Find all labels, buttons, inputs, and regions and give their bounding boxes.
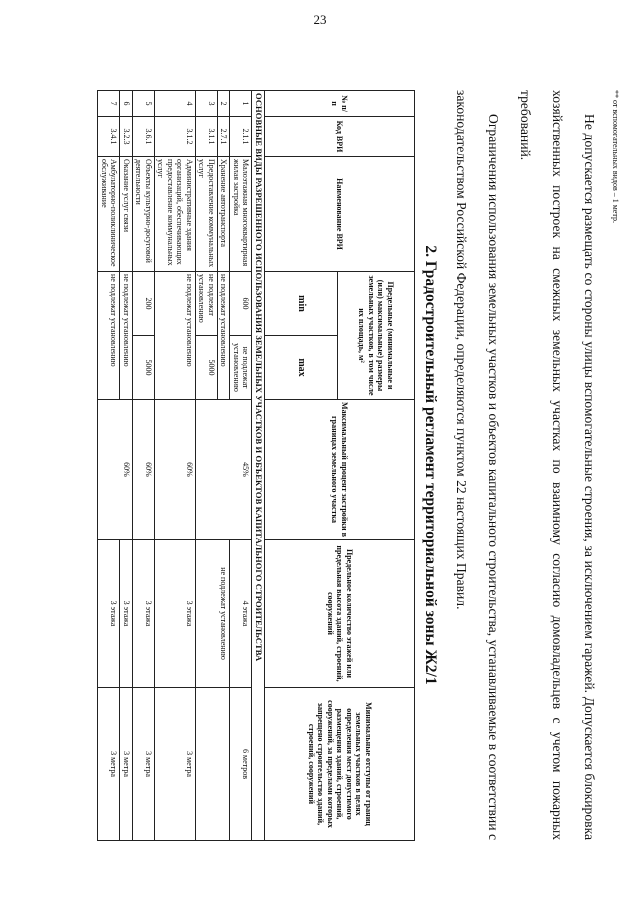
cell-code: 3.1.1	[196, 117, 218, 157]
cell-num: 5	[133, 91, 155, 117]
table-row	[133, 91, 155, 841]
cell-code: 3.2.3	[120, 117, 133, 157]
cell-percent: 60%	[98, 400, 133, 540]
rotated-page-body	[0, 50, 640, 870]
cell-setback: 3 метра	[120, 688, 133, 841]
cell-code: 3.1.2	[155, 117, 196, 157]
cell-num: 1	[230, 91, 252, 117]
cell-sizes-not-set: не подлежат установлению	[98, 272, 120, 400]
cell-name: Предоставление коммунальных услуг	[196, 157, 218, 272]
cell-setback: 6 метров	[230, 688, 252, 841]
header-max: max	[265, 336, 338, 400]
cell-floors: 3 этажа	[133, 540, 155, 688]
cell-name: Оказание услуг связи	[120, 157, 133, 272]
table-row	[230, 91, 252, 841]
cell-min: 600	[230, 272, 252, 336]
cell-sizes-not-set: не подлежат установлению	[155, 272, 196, 400]
header-floors: Предельное количество этажей или предельная высота зданий, строений, сооружений	[265, 540, 415, 688]
cell-min: не подлежат установлению	[196, 272, 218, 336]
cell-max: 5000	[196, 336, 218, 400]
cell-percent: 60%	[155, 400, 196, 540]
cell-max: не подлежат установлению	[230, 336, 252, 400]
cell-name: Амбулаторно-поликлиническое обслуживание	[98, 157, 120, 272]
cell-name: Хранение автотранспорта	[218, 157, 231, 272]
cell-num: 6	[120, 91, 133, 117]
header-code: Код ВРИ	[265, 117, 415, 157]
cell-min: 200	[133, 272, 155, 336]
cell-setback: 3 метра	[98, 688, 120, 841]
cell-floors: 3 этажа	[98, 540, 120, 688]
section-title: 2. Градостроительный регламент территориальной зоны Ж2/1	[422, 245, 439, 685]
cell-code: 2.7.1	[218, 117, 231, 157]
cell-percent: 45%	[196, 400, 253, 540]
cell-sizes-not-set: не подлежат установлению	[218, 272, 231, 400]
paragraph-restrictions: Ограничения использования земельных участков и объектов капитального строительства, устанавливаемые в соответствии с законодательством Российской Федерации, определяются пунктом 22 настоящих Правил.	[454, 90, 501, 840]
cell-floors-not-set: не подлежат установлению	[196, 540, 231, 688]
header-sizes: Предельные (минимальные и (или) максимальные) размеры земельных участков, в том числе их площадь, м²	[338, 272, 415, 400]
cell-num: 2	[218, 91, 231, 117]
group-title: ОСНОВНЫЕ ВИДЫ РАЗРЕШЕННОГО ИСПОЛЬЗОВАНИЯ ЗЕМЕЛЬНЫХ УЧАСТКОВ И ОБЪЕКТОВ КАПИТАЛЬНОГО СТРОИТЕЛЬСТВА	[252, 91, 265, 841]
table-group-row	[252, 91, 265, 841]
cell-floors: 3 этажа	[155, 540, 196, 688]
paragraph-garages: Не допускается размещать со стороны улицы вспомогательные строения, за исключением гаражей. Допускается блокировка хозяйственных построек на смежных земельных участках по взаимному согласию домовладельцев с учетом пожарных требований.	[518, 90, 597, 840]
header-min: min	[265, 272, 338, 336]
cell-max: 5000	[133, 336, 155, 400]
header-percent: Максимальный процент застройки в границах земельного участка	[265, 400, 415, 540]
cell-floors: 3 этажа	[120, 540, 133, 688]
regulation-table	[98, 90, 416, 841]
table-row	[155, 91, 196, 841]
cell-num: 7	[98, 91, 120, 117]
cell-percent: 60%	[133, 400, 155, 540]
footnote: ** от вспомогательных видов – 1 метр.	[611, 90, 620, 223]
cell-sizes-not-set: не подлежат установлению	[120, 272, 133, 400]
header-name: Наименование ВРИ	[265, 157, 415, 272]
cell-num: 3	[196, 91, 218, 117]
cell-setback-empty	[196, 688, 231, 841]
cell-name: Административные здания организаций, обеспечивающих предоставление коммунальных услуг	[155, 157, 196, 272]
cell-floors: 4 этажа	[230, 540, 252, 688]
cell-name: Малоэтажная многоквартирная жилая застройка	[230, 157, 252, 272]
cell-code: 3.4.1	[98, 117, 120, 157]
header-num: № п/п	[265, 91, 415, 117]
cell-setback: 3 метра	[133, 688, 155, 841]
cell-code: 2.1.1	[230, 117, 252, 157]
page-content	[98, 90, 621, 840]
page-number: 23	[313, 12, 327, 27]
header-setback: Минимальные отступы от границ земельных участков в целях определения мест допустимого размещения зданий, строений, сооружений, за пределами которых запрещено строительство зданий, строений, сооружений	[265, 688, 415, 841]
cell-setback: 3 метра	[155, 688, 196, 841]
cell-code: 3.6.1	[133, 117, 155, 157]
cell-name: Объекты культурно-досуговой деятельности	[133, 157, 155, 272]
cell-num: 4	[155, 91, 196, 117]
table-row	[120, 91, 133, 841]
table-header-row	[338, 91, 415, 841]
